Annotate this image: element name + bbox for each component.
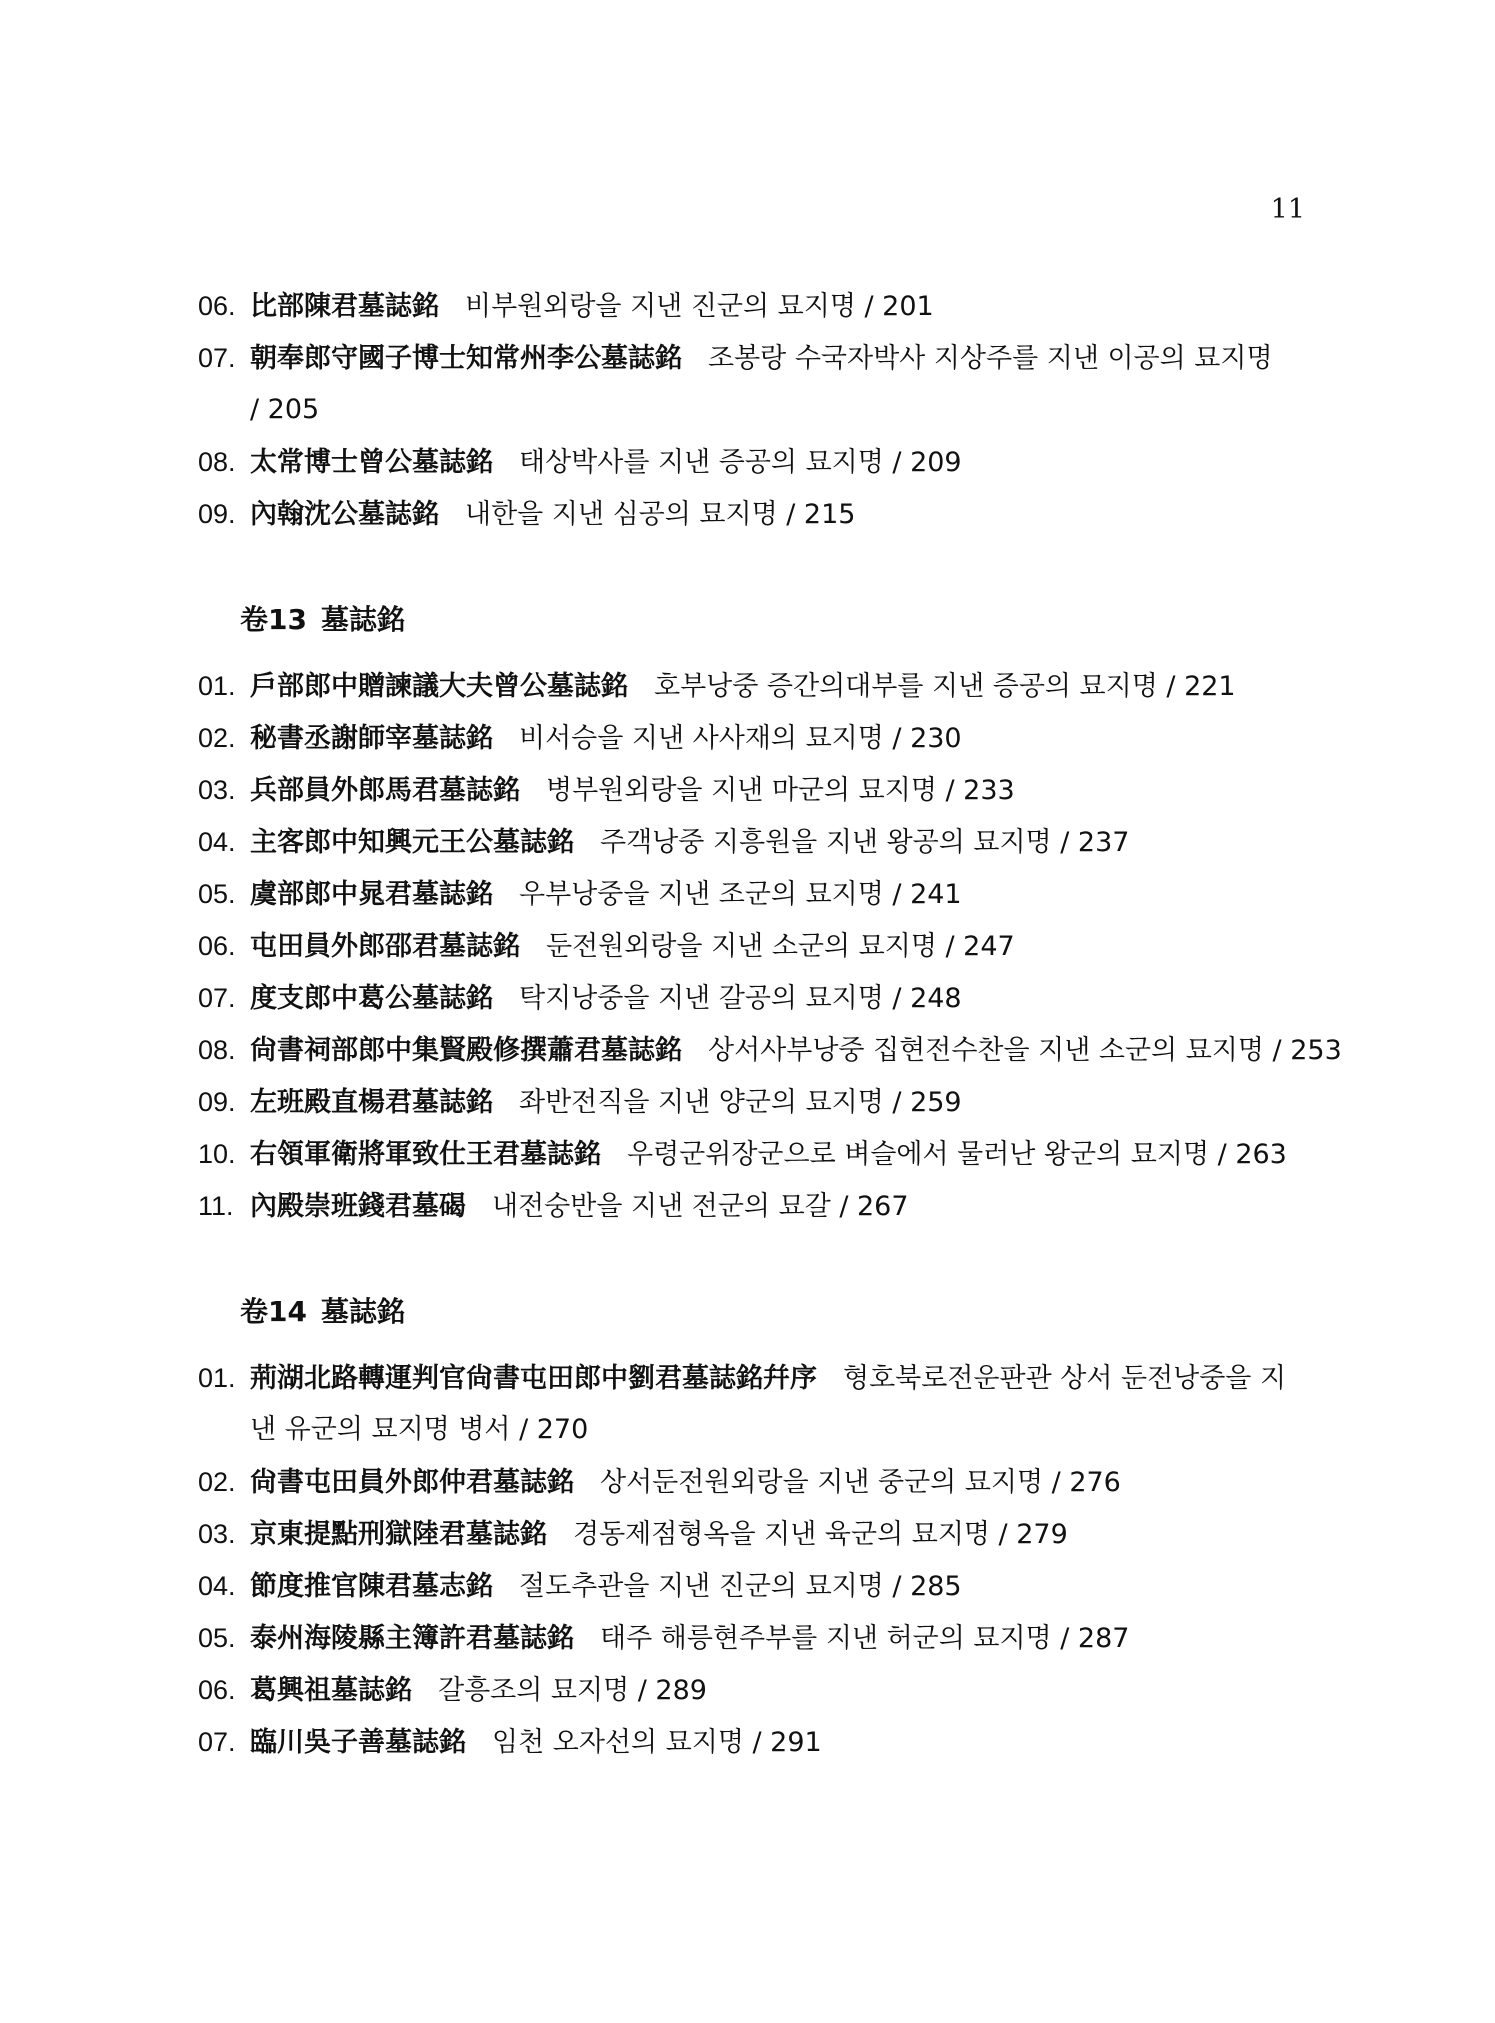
entry-number: 04. bbox=[198, 827, 236, 857]
entry-title-korean: 호부낭중 증간의대부를 지낸 증공의 묘지명 / 221 bbox=[654, 671, 1236, 702]
volume-title: 墓誌銘 bbox=[320, 1295, 405, 1328]
toc-entry bbox=[198, 1128, 1303, 1181]
entry-title-hanja: 主客郎中知興元王公墓誌銘 bbox=[250, 827, 574, 858]
entry-number: 05. bbox=[198, 1623, 236, 1653]
entry-title-korean: 태상박사를 지낸 증공의 묘지명 / 209 bbox=[519, 447, 962, 478]
entry-title-korean: 비서승을 지낸 사사재의 묘지명 / 230 bbox=[519, 723, 962, 754]
entry-continuation: 낸 유군의 묘지명 병서 / 270 bbox=[250, 1414, 589, 1445]
toc-entry bbox=[198, 816, 1303, 869]
entry-number: 02. bbox=[198, 723, 236, 753]
entry-title-hanja: 節度推官陳君墓志銘 bbox=[250, 1571, 493, 1602]
entry-number: 08. bbox=[198, 447, 236, 477]
toc-entry bbox=[198, 764, 1303, 817]
toc-entry bbox=[198, 920, 1303, 973]
toc-entry bbox=[198, 868, 1303, 921]
toc-entry bbox=[198, 972, 1303, 1025]
entry-number: 01. bbox=[198, 671, 236, 701]
entry-number: 06. bbox=[198, 931, 236, 961]
entry-title-hanja: 泰州海陵縣主簿許君墓誌銘 bbox=[250, 1623, 574, 1654]
entry-title-hanja: 虞部郎中晁君墓誌銘 bbox=[250, 879, 493, 910]
entry-title-korean: 내한을 지낸 심공의 묘지명 / 215 bbox=[465, 499, 856, 530]
entry-title-hanja: 比部陳君墓誌銘 bbox=[250, 291, 439, 322]
entry-number: 11. bbox=[198, 1191, 234, 1221]
entry-number: 04. bbox=[198, 1571, 236, 1601]
entry-title-hanja: 京東提點刑獄陸君墓誌銘 bbox=[250, 1519, 547, 1550]
toc-entry bbox=[198, 1024, 1342, 1077]
toc-entry bbox=[198, 1716, 1303, 1769]
toc-entry bbox=[198, 488, 1303, 541]
toc-entry-continuation bbox=[198, 384, 1303, 436]
entry-title-korean: 형호북로전운판관 상서 둔전낭중을 지 bbox=[843, 1363, 1287, 1394]
entry-title-korean: 탁지낭중을 지낸 갈공의 묘지명 / 248 bbox=[519, 983, 962, 1014]
entry-number: 06. bbox=[198, 1675, 236, 1705]
toc-entry bbox=[198, 1352, 1303, 1405]
page-number: 11 bbox=[1270, 194, 1305, 225]
entry-title-hanja: 太常博士曾公墓誌銘 bbox=[250, 447, 493, 478]
entry-title-hanja: 屯田員外郎邵君墓誌銘 bbox=[250, 931, 520, 962]
entry-title-korean: 우령군위장군으로 벼슬에서 물러난 왕군의 묘지명 / 263 bbox=[627, 1139, 1287, 1170]
entry-number: 03. bbox=[198, 1519, 236, 1549]
entry-title-korean: 우부낭중을 지낸 조군의 묘지명 / 241 bbox=[519, 879, 962, 910]
toc-entry bbox=[198, 1456, 1303, 1509]
toc-entry bbox=[198, 1612, 1303, 1665]
entry-title-korean: 비부원외랑을 지낸 진군의 묘지명 / 201 bbox=[465, 291, 934, 322]
entry-number: 01. bbox=[198, 1363, 236, 1393]
toc-entry bbox=[198, 660, 1303, 713]
entry-number: 09. bbox=[198, 1087, 236, 1117]
entry-title-korean: 임천 오자선의 묘지명 / 291 bbox=[492, 1727, 822, 1758]
entry-title-hanja: 葛興祖墓誌銘 bbox=[250, 1675, 412, 1706]
entry-number: 05. bbox=[198, 879, 236, 909]
entry-title-korean: 내전숭반을 지낸 전군의 묘갈 / 267 bbox=[492, 1191, 909, 1222]
volume-number: 卷14 bbox=[240, 1295, 307, 1328]
volume-heading bbox=[240, 1290, 405, 1330]
entry-title-korean: 좌반전직을 지낸 양군의 묘지명 / 259 bbox=[519, 1087, 962, 1118]
entry-title-korean: 경동제점형옥을 지낸 육군의 묘지명 / 279 bbox=[573, 1519, 1068, 1550]
entry-title-korean: 상서사부낭중 집현전수찬을 지낸 소군의 묘지명 / 253 bbox=[708, 1035, 1342, 1066]
entry-title-korean: 상서둔전원외랑을 지낸 중군의 묘지명 / 276 bbox=[600, 1467, 1121, 1498]
toc-entry bbox=[198, 1508, 1303, 1561]
entry-number: 07. bbox=[198, 343, 236, 373]
entry-title-korean: 갈흥조의 묘지명 / 289 bbox=[438, 1675, 707, 1706]
entry-number: 06. bbox=[198, 291, 236, 321]
entry-number: 07. bbox=[198, 983, 236, 1013]
entry-title-hanja: 左班殿直楊君墓誌銘 bbox=[250, 1087, 493, 1118]
entry-title-hanja: 右領軍衛將軍致仕王君墓誌銘 bbox=[250, 1139, 601, 1170]
entry-number: 07. bbox=[198, 1727, 236, 1757]
entry-title-hanja: 朝奉郎守國子博士知常州李公墓誌銘 bbox=[250, 343, 682, 374]
entry-title-korean: 둔전원외랑을 지낸 소군의 묘지명 / 247 bbox=[546, 931, 1015, 962]
entry-continuation: / 205 bbox=[250, 394, 320, 425]
toc-entry bbox=[198, 1076, 1303, 1129]
entry-title-korean: 주객낭중 지흥원을 지낸 왕공의 묘지명 / 237 bbox=[600, 827, 1130, 858]
toc-entry bbox=[198, 1560, 1303, 1613]
toc-entry bbox=[198, 712, 1303, 765]
volume-number: 卷13 bbox=[240, 603, 307, 636]
entry-title-korean: 조봉랑 수국자박사 지상주를 지낸 이공의 묘지명 bbox=[708, 343, 1273, 374]
toc-entry bbox=[198, 1664, 1303, 1717]
toc-entry bbox=[198, 280, 1303, 333]
entry-title-hanja: 尙書屯田員外郎仲君墓誌銘 bbox=[250, 1467, 574, 1498]
entry-title-hanja: 度支郎中葛公墓誌銘 bbox=[250, 983, 493, 1014]
entry-title-korean: 병부원외랑을 지낸 마군의 묘지명 / 233 bbox=[546, 775, 1015, 806]
toc-entry bbox=[198, 1180, 1303, 1233]
entry-title-hanja: 秘書丞謝師宰墓誌銘 bbox=[250, 723, 493, 754]
entry-number: 02. bbox=[198, 1467, 236, 1497]
entry-title-hanja: 臨川吳子善墓誌銘 bbox=[250, 1727, 466, 1758]
volume-title: 墓誌銘 bbox=[320, 603, 405, 636]
entry-title-korean: 절도추관을 지낸 진군의 묘지명 / 285 bbox=[519, 1571, 962, 1602]
entry-number: 10. bbox=[198, 1139, 236, 1169]
entry-number: 08. bbox=[198, 1035, 236, 1065]
entry-title-hanja: 內翰沈公墓誌銘 bbox=[250, 499, 439, 530]
entry-title-korean: 태주 해릉현주부를 지낸 허군의 묘지명 / 287 bbox=[600, 1623, 1130, 1654]
toc-entry-continuation bbox=[198, 1404, 1303, 1456]
toc-entry bbox=[198, 332, 1303, 385]
entry-title-hanja: 兵部員外郎馬君墓誌銘 bbox=[250, 775, 520, 806]
entry-number: 03. bbox=[198, 775, 236, 805]
entry-title-hanja: 荊湖北路轉運判官尙書屯田郎中劉君墓誌銘幷序 bbox=[250, 1363, 817, 1394]
volume-heading bbox=[240, 598, 405, 638]
entry-title-hanja: 尙書祠部郎中集賢殿修撰蕭君墓誌銘 bbox=[250, 1035, 682, 1066]
toc-entry bbox=[198, 436, 1303, 489]
entry-number: 09. bbox=[198, 499, 236, 529]
entry-title-hanja: 內殿崇班錢君墓碣 bbox=[250, 1191, 466, 1222]
entry-title-hanja: 戶部郎中贈諫議大夫曾公墓誌銘 bbox=[250, 671, 628, 702]
